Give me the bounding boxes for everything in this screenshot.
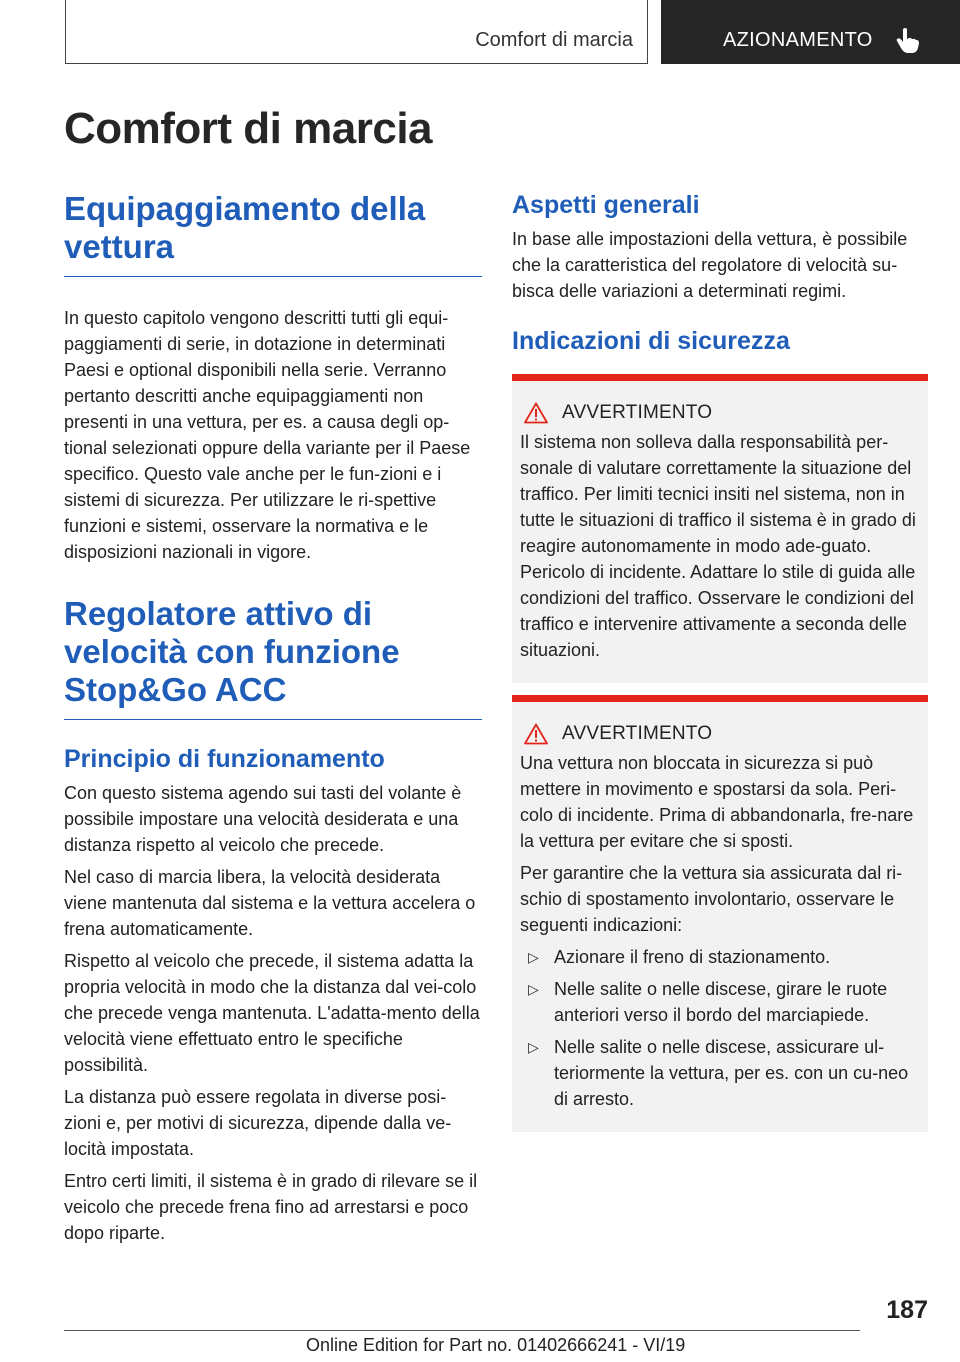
- warning-text-2b: Per garantire che la vettura sia assicurata dal ri-schio di spostamento involontario, osservare le seguenti indicazioni:: [520, 863, 903, 935]
- subsection-title-safety: Indicazioni di sicurezza: [512, 327, 790, 355]
- principle-paragraph-3: Rispetto al veicolo che precede, il sistema adatta la propria velocità in modo che la distanza dal vei-colo che precede venga mantenuta. L'adatta-mento della velocità viene effettuato entro le specifiche possibilità.: [64, 951, 480, 1075]
- section-title-acc: Regolatore attivo di velocità con funzione Stop&Go ACC: [64, 595, 482, 720]
- equipment-paragraph: In questo capitolo vengono descritti tutti gli equi-paggiamenti di serie, in dotazione in determinati Paesi e optional disponibili nella serie. Verranno pertanto descritti anche equipaggiamenti non presenti in una vettura, per es. a causa degli op-tional selezionati oppure della variante per il Paese specifico. Questo vale anche per le fun-zioni e i sistemi di sicurezza. Per utilizzare le ri-spettive funzioni e sistemi, osservare la normativa e le disposizioni nazionali in vigore.: [64, 308, 471, 562]
- list-item-text: Nelle salite o nelle discese, girare le ruote anteriori verso il bordo del marciapiede.: [554, 979, 888, 1025]
- list-item: [520, 1034, 920, 1112]
- page-number: 187: [886, 1296, 928, 1324]
- warning-triangle-icon: [524, 723, 548, 745]
- list-item: [520, 944, 920, 970]
- warning-text-1: Il sistema non solleva dalla responsabilità per-sonale di valutare correttamente la situazione del traffico. Per limiti tecnici insiti nel sistema, non in tutte le situazioni di traffico il sistema è in grado di reagire autonomamente in modo ade-guato. Pericolo di incidente. Adattare lo stile di guida alle condizioni del traffico. Osservare le condizioni del traffico e intervenire attivamente a seconda delle situazioni.: [520, 432, 916, 660]
- chapter-tab: [661, 0, 960, 64]
- page-title: Comfort di marcia: [64, 104, 433, 153]
- right-column: [512, 190, 928, 1132]
- list-item: [520, 976, 920, 1028]
- left-column: [64, 190, 482, 1252]
- header-section-title: Comfort di marcia: [475, 29, 633, 51]
- hand-pointer-icon: [894, 26, 920, 54]
- footer-edition: Online Edition for Part no. 01402666241 - VI/19: [306, 1335, 686, 1355]
- section-title-equipment: Equipaggiamento della vettura: [64, 190, 482, 277]
- warning-box-1: [512, 374, 928, 683]
- bullet-marker: ▷: [528, 981, 539, 997]
- bullet-marker: ▷: [528, 1039, 539, 1055]
- principle-paragraph-4: La distanza può essere regolata in diverse posi-zioni e, per motivi di sicurezza, dipende dalla ve-locità impostata.: [64, 1087, 452, 1159]
- principle-paragraph-5: Entro certi limiti, il sistema è in grado di rilevare se il veicolo che precede frena fino ad arrestarsi e poco dopo riparte.: [64, 1171, 478, 1243]
- warning-title-2: AVVERTIMENTO: [562, 723, 713, 744]
- list-item-text: Azionare il freno di stazionamento.: [554, 947, 831, 967]
- chapter-tab-label: AZIONAMENTO: [723, 29, 873, 51]
- subsection-title-general: Aspetti generali: [512, 191, 700, 219]
- principle-paragraph-1: Con questo sistema agendo sui tasti del volante è possibile impostare una velocità desiderata e una distanza rispetto al veicolo che precede.: [64, 783, 462, 855]
- footer-divider: [64, 1330, 860, 1331]
- warning-title-1: AVVERTIMENTO: [562, 402, 713, 423]
- warning-text-2a: Una vettura non bloccata in sicurezza si può mettere in movimento e spostarsi da sola. Peri-colo di incidente. Prima di abbandonarla, fre-nare la vettura per evitare che si sposti.: [520, 753, 914, 851]
- warning-box-2: [512, 695, 928, 1132]
- bullet-marker: ▷: [528, 949, 539, 965]
- subsection-title-principle: Principio di funzionamento: [64, 745, 385, 773]
- list-item-text: Nelle salite o nelle discese, assicurare ul-teriormente la vettura, per es. con un cu-neo di arresto.: [554, 1037, 909, 1109]
- warning-triangle-icon: [524, 402, 548, 424]
- principle-paragraph-2: Nel caso di marcia libera, la velocità desiderata viene mantenuta dal sistema e la vettura accelera o frena automaticamente.: [64, 867, 476, 939]
- header-frame: [65, 0, 648, 64]
- general-paragraph: In base alle impostazioni della vettura, è possibile che la caratteristica del regolatore di velocità su-bisca delle variazioni a determinati regimi.: [512, 229, 908, 301]
